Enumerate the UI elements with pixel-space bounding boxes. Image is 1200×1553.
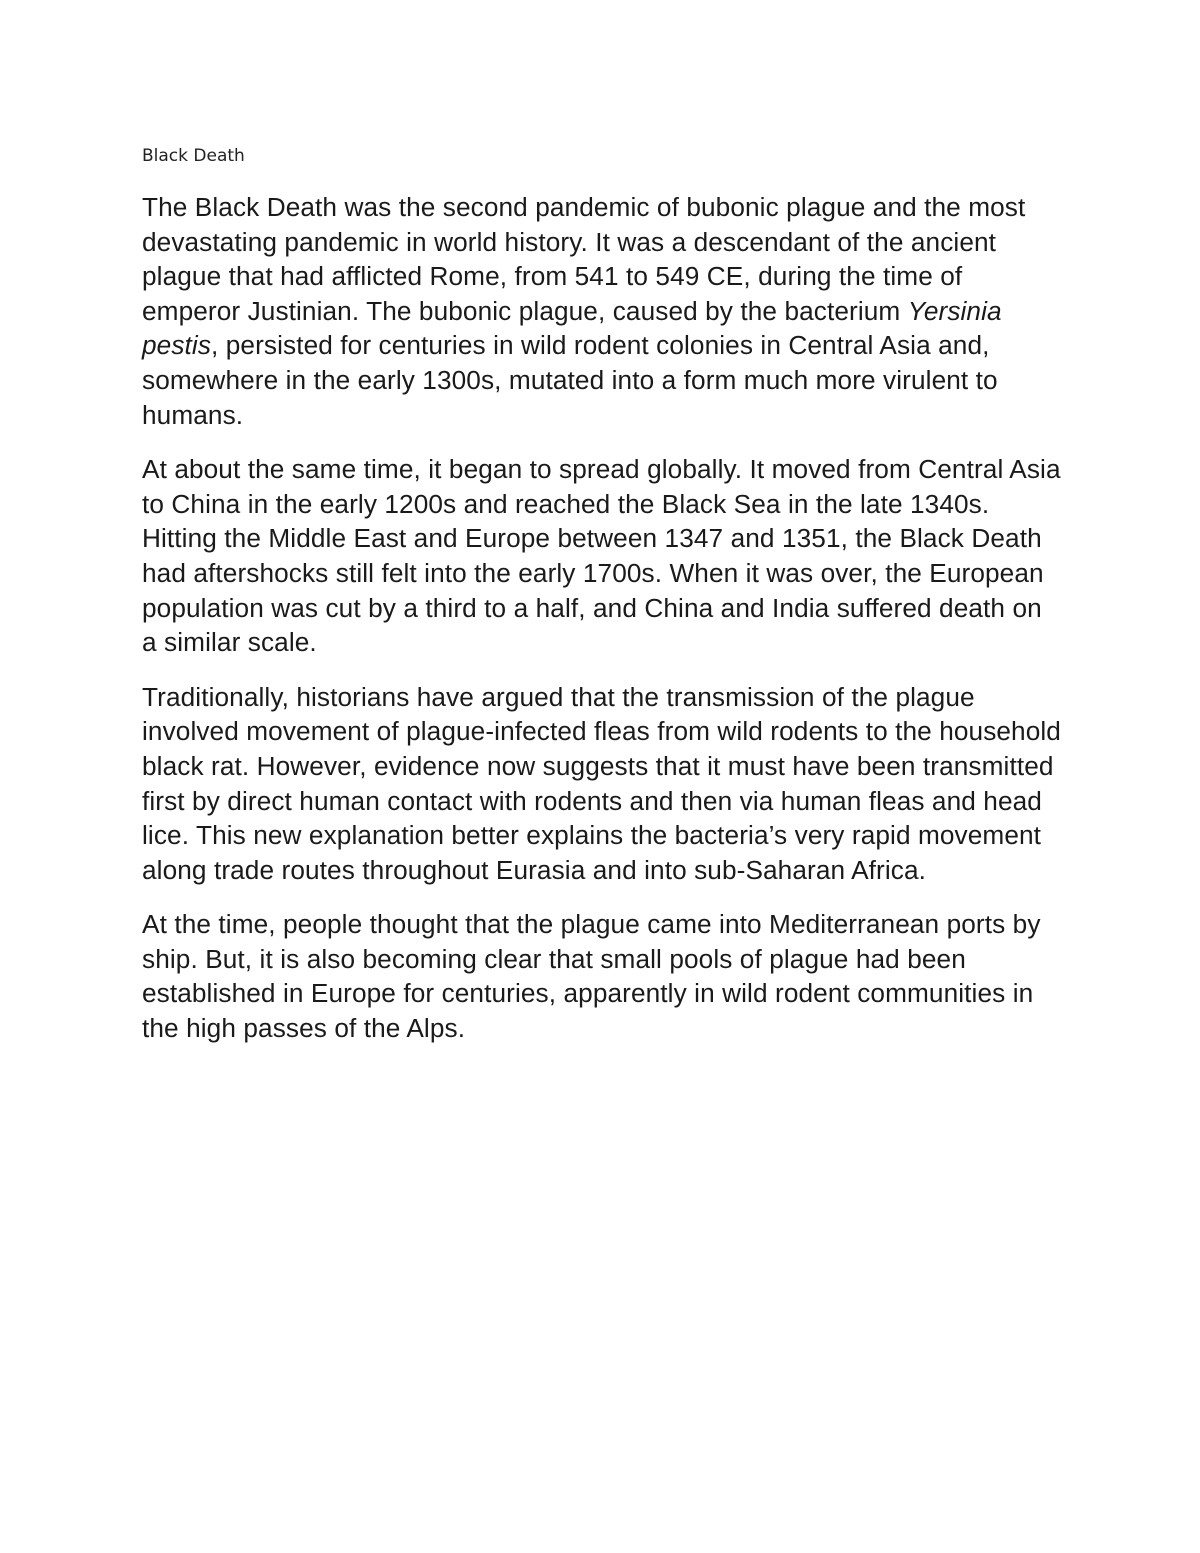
paragraph-1-text-start: The Black Death was the second pandemic of bubonic plague and the most devastating pandemic in world history. It was a descendant of the ancient plague that had afflicted Rome, from 541 to 549 CE, during the time of emperor Justinian. The bubonic plague, caused by the bacterium bbox=[142, 192, 1026, 326]
paragraph-3: Traditionally, historians have argued that the transmission of the plague involved movement of plague-infected fleas from wild rodents to the household black rat. However, evidence now suggests that it must have been transmitted first by direct human contact with rodents and then via human fleas and head lice. This new explanation better explains the bacteria’s very rapid movement along trade routes throughout Eurasia and into sub-Saharan Africa. bbox=[142, 681, 1061, 885]
paragraph-4: At the time, people thought that the plague came into Mediterranean ports by ship. But, it is also becoming clear that small pools of plague had been established in Europe for centuries, apparently in wild rodent communities in the high passes of the Alps. bbox=[142, 909, 1041, 1044]
document-page bbox=[142, 144, 1062, 1066]
paragraph-1-text-end: , persisted for centuries in wild rodent colonies in Central Asia and, somewhere in the early 1300s, mutated into a form much more virulent to humans. bbox=[142, 330, 998, 430]
paragraph-1 bbox=[142, 190, 1062, 432]
document-title: Black Death bbox=[142, 146, 245, 166]
paragraph-2: At about the same time, it began to spread globally. It moved from Central Asia to China in the early 1200s and reached the Black Sea in the late 1340s. Hitting the Middle East and Europe between 1347 and 1351, the Black Death had aftershocks still felt into the early 1700s. When it was over, the European population was cut by a third to a half, and China and India suffered death on a similar scale. bbox=[142, 454, 1061, 658]
species-name: Yersinia pestis bbox=[142, 295, 1002, 361]
